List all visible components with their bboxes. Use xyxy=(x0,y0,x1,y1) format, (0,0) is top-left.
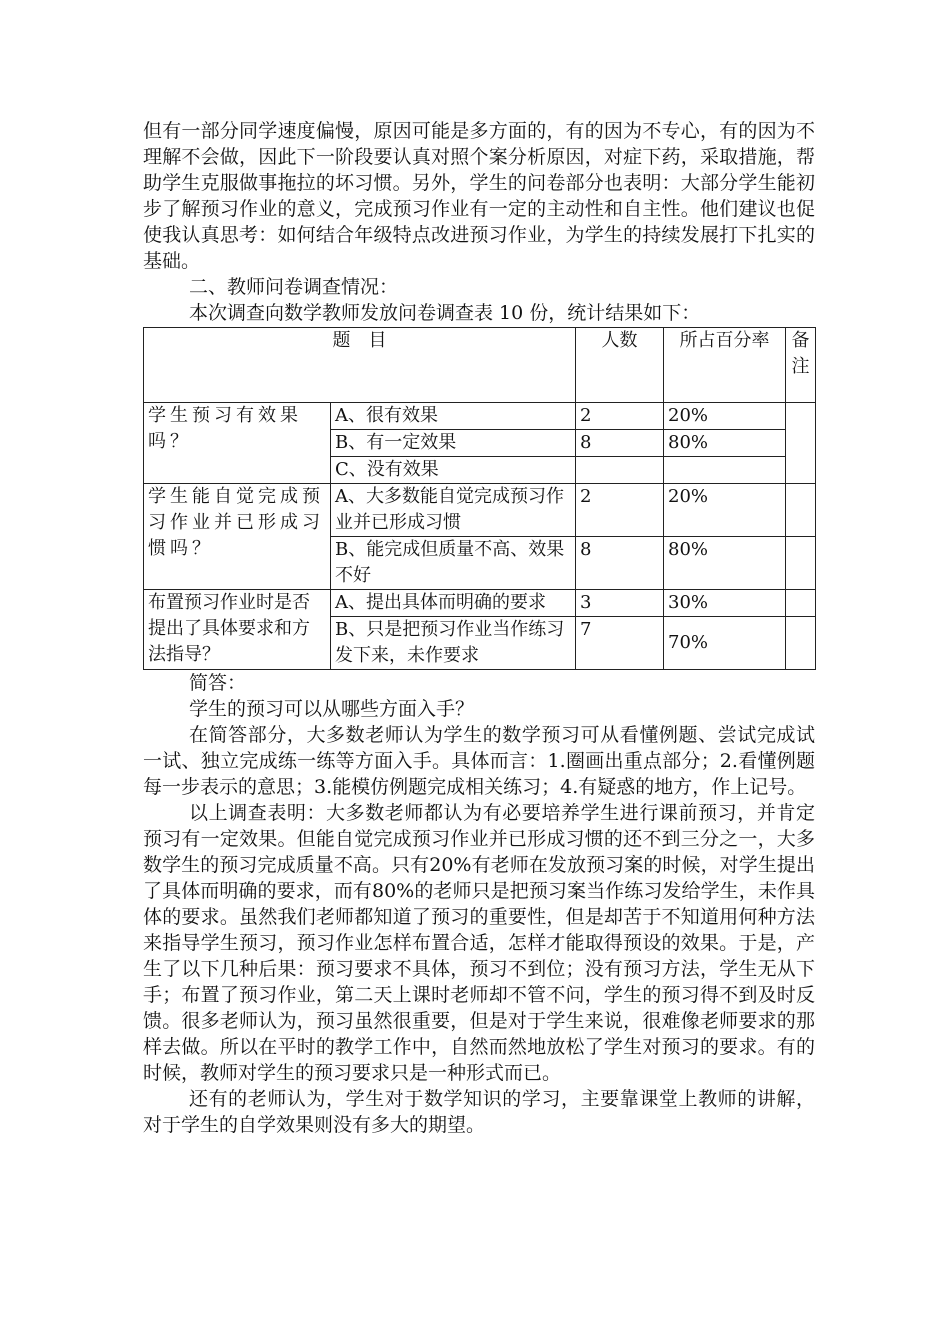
percent-cell: 20% xyxy=(664,403,786,430)
header-note: 备注 xyxy=(786,328,816,403)
intro-paragraph: 但有一部分同学速度偏慢，原因可能是多方面的，有的因为不专心，有的因为不理解不会做，因此下一阶段要认真对照个案分析原因，对症下药，采取措施，帮助学生克服做事拖拉的坏习惯。另外，学生的问卷部分也表明：大部分学生能初步了解预习作业的意义，完成预习作业有一定的主动性和自主性。他们建议也促使我认真思考：如何结合年级特点改进预习作业，为学生的持续发展打下扎实的基础。 xyxy=(143,120,815,272)
question-cell: 布置预习作业时是否提出了具体要求和方法指导？ xyxy=(144,590,331,670)
percent-cell: 80% xyxy=(664,430,786,457)
count-cell: 8 xyxy=(576,430,664,457)
option-cell: B、能完成但质量不高、效果不好 xyxy=(331,537,576,590)
percent-cell: 30% xyxy=(664,590,786,617)
table-row xyxy=(144,590,816,617)
header-count: 人数 xyxy=(576,328,664,403)
option-cell: B、只是把预习作业当作练习发下来，未作要求 xyxy=(331,617,576,670)
option-cell: A、很有效果 xyxy=(331,403,576,430)
count-cell: 7 xyxy=(576,617,664,670)
table-intro: 本次调查向数学教师发放问卷调查表 10 份，统计结果如下： xyxy=(189,302,701,324)
document-page xyxy=(143,118,815,1138)
count-cell: 8 xyxy=(576,537,664,590)
short-answer-heading: 简答： xyxy=(189,672,247,694)
note-cell xyxy=(786,617,816,670)
note-cell xyxy=(786,403,816,484)
percent-cell xyxy=(664,457,786,484)
option-cell: B、有一定效果 xyxy=(331,430,576,457)
section-heading: 二、教师问卷调查情况： xyxy=(189,276,399,298)
header-topic: 题 目 xyxy=(144,328,576,403)
final-paragraph: 还有的老师认为，学生对于数学知识的学习，主要靠课堂上教师的讲解，对于学生的自学效果则没有多大的期望。 xyxy=(143,1088,815,1136)
table-row xyxy=(144,484,816,537)
short-answer-question: 学生的预习可以从哪些方面入手？ xyxy=(189,698,475,720)
note-cell xyxy=(786,484,816,537)
option-cell: A、大多数能自觉完成预习作业并已形成习惯 xyxy=(331,484,576,537)
option-cell: C、没有效果 xyxy=(331,457,576,484)
survey-table xyxy=(143,327,816,670)
count-cell: 2 xyxy=(576,403,664,430)
percent-cell: 80% xyxy=(664,537,786,590)
count-cell: 2 xyxy=(576,484,664,537)
conclusion-paragraph: 以上调查表明：大多数老师都认为有必要培养学生进行课前预习，并肯定预习有一定效果。但能自觉完成预习作业并已形成习惯的还不到三分之一，大多数学生的预习完成质量不高。只有20%有老师在发放预习案的时候，对学生提出了具体而明确的要求，而有80%的老师只是把预习案当作练习发给学生，未作具体的要求。虽然我们老师都知道了预习的重要性，但是却苦于不知道用何种方法来指导学生预习，预习作业怎样布置合适，怎样才能取得预设的效果。于是，产生了以下几种后果：预习要求不具体，预习不到位；没有预习方法，学生无从下手；布置了预习作业，第二天上课时老师却不管不问，学生的预习得不到及时反馈。很多老师认为，预习虽然很重要，但是对于学生来说，很难像老师要求的那样去做。所以在平时的教学工作中，自然而然地放松了学生对预习的要求。有的时候，教师对学生的预习要求只是一种形式而已。 xyxy=(143,802,815,1084)
note-cell xyxy=(786,590,816,617)
header-percent: 所占百分率 xyxy=(664,328,786,403)
note-cell xyxy=(786,537,816,590)
count-cell xyxy=(576,457,664,484)
table-row xyxy=(144,403,816,430)
count-cell: 3 xyxy=(576,590,664,617)
question-cell: 学生能自觉完成预习作业并已形成习惯吗？ xyxy=(144,484,331,590)
percent-cell: 20% xyxy=(664,484,786,537)
option-cell: A、提出具体而明确的要求 xyxy=(331,590,576,617)
table-header-row xyxy=(144,328,816,403)
percent-cell: 70% xyxy=(664,617,786,670)
short-answer-paragraph: 在简答部分，大多数老师认为学生的数学预习可从看懂例题、尝试完成试一试、独立完成练一练等方面入手。具体而言：1.圈画出重点部分；2.看懂例题每一步表示的意思；3.能模仿例题完成相关练习；4.有疑惑的地方，作上记号。 xyxy=(143,724,815,798)
question-cell: 学生预习有效果吗？ xyxy=(144,403,331,484)
